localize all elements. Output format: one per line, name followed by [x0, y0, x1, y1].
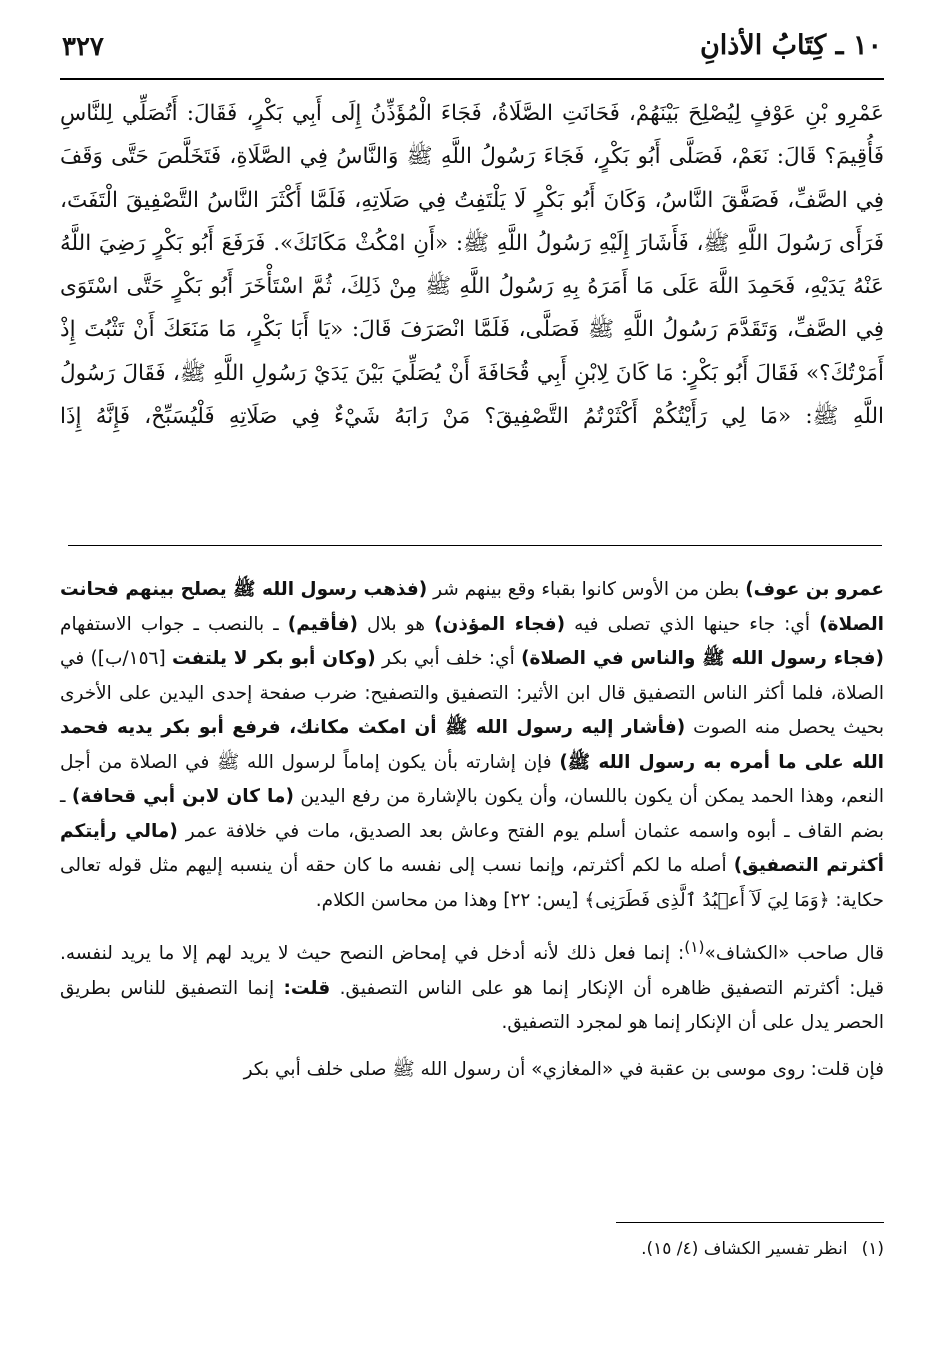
commentary-text: فإن إشارته بأن يكون إماماً لرسول الله ﷺ في الصلاة من أجل النعم، وهذا الحمد يمكن أن يكون باللسان، وأن يكون بالإشارة من رفع اليدين	[60, 751, 884, 807]
commentary	[60, 573, 884, 1087]
commentary-text: أي: جاء حينها الذي تصلى فيه	[565, 613, 820, 635]
commentary-text: أصله ما لكم أكثرتم، وإنما نسب إلى نفسه ما كان حقه أن ينسبه إليهم مثل قوله تعالى حكاية: ﴿وَمَا لِيَ لَآ أَعۡبُدُ ٱلَّذِى فَطَرَنِى﴾ [يس: ٢٢] وهذا من محاسن الكلام.	[60, 855, 884, 911]
footnote-text: انظر تفسير الكشاف (٤/ ١٥).	[641, 1239, 848, 1259]
commentary-quote: (فذهب رسول الله ﷺ يصلح بينهم فحانت الصلاة)	[60, 579, 885, 635]
commentary-quote: (فأقيم)	[287, 613, 358, 635]
footnote	[60, 1236, 884, 1262]
chapter-title: ١٠ ـ كِتَابُ الأذانِ	[699, 30, 882, 61]
commentary-quote: (فجاء رسول الله ﷺ والناس في الصلاة)	[521, 648, 885, 669]
commentary-label: قلت:	[283, 977, 331, 999]
page-header	[60, 28, 884, 80]
commentary-text: أي: خلف أبي بكر	[375, 648, 522, 669]
commentary-text: قال صاحب «الكشاف»	[704, 943, 884, 965]
section-divider	[68, 545, 882, 546]
footnote-number: (١)	[861, 1239, 884, 1259]
commentary-text: ـ بالنصب ـ جواب الاستفهام	[60, 613, 288, 635]
commentary-quote: (ما كان لابن أبي قحافة)	[71, 786, 294, 807]
footnote-reference: (١)	[684, 938, 705, 956]
commentary-quote: عمرو بن عوف)	[745, 579, 884, 600]
commentary-text: هو بلال	[357, 613, 435, 635]
commentary-quote: (فجاء المؤذن)	[434, 613, 566, 635]
commentary-text: إنما التصفيق للناس بطريق الحصر يدل على أن الإنكار إنما هو لمجرد التصفيق.	[60, 977, 884, 1034]
commentary-quote: (فأشار إليه رسول الله ﷺ أن امكث مكانك، فرفع أبو بكر يديه فحمد الله على ما أمره به رسول الله ﷺ)	[60, 717, 884, 773]
commentary-quote: (مالي رأيتكم أكثرتم التصفيق)	[60, 820, 884, 876]
footnote-divider	[616, 1222, 884, 1223]
commentary-text: [١٥٦/ب]) في الصلاة، فلما أكثر الناس التصفيق قال ابن الأثير: التصفيق والتصفيح: ضرب صفحة إحدى اليدين على الأخرى بحيث يحصل منه الصوت	[60, 648, 884, 738]
commentary-quote: (وكان أبو بكر لا يلتفت	[172, 648, 376, 669]
commentary-text: : إنما فعل ذلك لأنه أدخل في إمحاض النصح حيث لا يريد لهم إلا ما يريد لنفسه. قيل: أكثرتم التصفيق ظاهره أن الإنكار إنما هو على الناس التصفيق.	[60, 943, 884, 999]
commentary-paragraph: فإن قلت: روى موسى بن عقبة في «المغازي» أن رسول الله ﷺ صلى خلف أبي بكر	[243, 1058, 884, 1080]
commentary-text: ـ بضم القاف ـ أبوه واسمه عثمان أسلم يوم الفتح وعاش بعد الصديق، مات في خلافة عمر	[60, 786, 885, 842]
commentary-paragraph	[60, 573, 884, 918]
hadith-text: عَمْرِو بْنِ عَوْفٍ لِيُصْلِحَ بَيْنَهُمْ، فَحَانَتِ الصَّلَاةُ، فَجَاءَ الْمُؤَذِّنُ إِلَى أَبِي بَكْرٍ، فَقَالَ: أَتُصَلِّي لِلنَّاسِ فَأُقِيمَ؟ قَالَ: نَعَمْ، فَصَلَّى أَبُو بَكْرٍ، فَجَاءَ رَسُولُ اللَّهِ ﷺ وَالنَّاسُ فِي الصَّلَاةِ، فَتَخَلَّصَ حَتَّى وَقَفَ فِي الصَّفِّ، فَصَفَّقَ النَّاسُ، وَكَانَ أَبُو بَكْرٍ لَا يَلْتَفِتُ فِي صَلَاتِهِ، فَلَمَّا أَكْثَرَ النَّاسُ التَّصْفِيقَ الْتَفَتَ، فَرَأَى رَسُولَ اللَّهِ ﷺ، فَأَشَارَ إِلَيْهِ رَسُولُ اللَّهِ ﷺ: «أَنِ امْكُثْ مَكَانَكَ». فَرَفَعَ أَبُو بَكْرٍ رَضِيَ اللَّهُ عَنْهُ يَدَيْهِ، فَحَمِدَ اللَّهَ عَلَى مَا أَمَرَهُ بِهِ رَسُولُ اللَّهِ ﷺ مِنْ ذَلِكَ، ثُمَّ اسْتَأْخَرَ أَبُو بَكْرٍ حَتَّى اسْتَوَى فِي الصَّفِّ، وَتَقَدَّمَ رَسُولُ اللَّهِ ﷺ فَصَلَّى، فَلَمَّا انْصَرَفَ قَالَ: «يَا أَبَا بَكْرٍ، مَا مَنَعَكَ أَنْ تَثْبُتَ إِذْ أَمَرْتُكَ؟» فَقَالَ أَبُو بَكْرٍ: مَا كَانَ لِابْنِ أَبِي قُحَافَةَ أَنْ يُصَلِّيَ بَيْنَ يَدَيْ رَسُولِ اللَّهِ ﷺ، فَقَالَ رَسُولُ اللَّهِ ﷺ: «مَا لِي رَأَيْتُكُمْ أَكْثَرْتُمُ التَّصْفِيقَ؟ مَنْ رَابَهُ شَيْءٌ فِي صَلَاتِهِ فَلْيُسَبِّحْ، فَإِنَّهُ إِذَا	[60, 101, 884, 430]
commentary-paragraph	[60, 930, 884, 1041]
page-number: ٣٢٧	[62, 32, 104, 62]
commentary-text: بطن من الأوس كانوا بقباء وقع بينهم شر	[427, 579, 746, 600]
